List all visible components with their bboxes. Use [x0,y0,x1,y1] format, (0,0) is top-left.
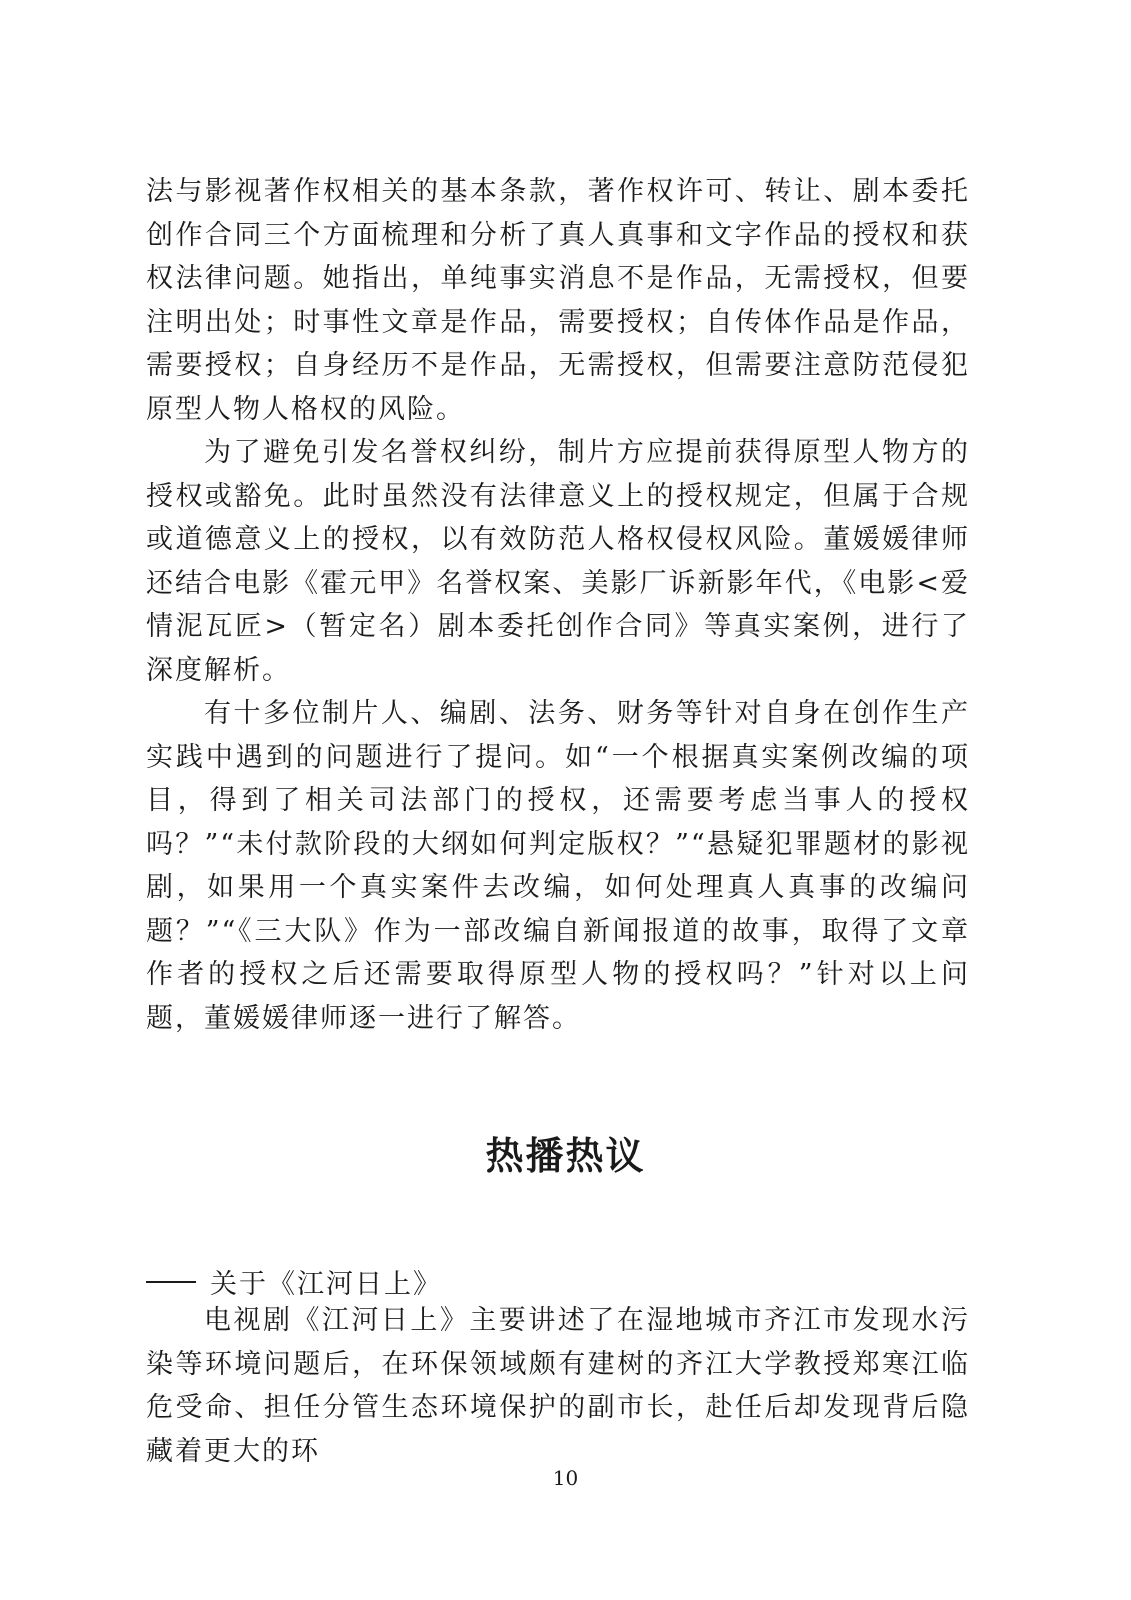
continued-text-block [146,170,970,1040]
section-subheading [146,1262,442,1301]
paragraph-authorization: 为了避免引发名誉权纠纷，制片方应提前获得原型人物方的授权或豁免。此时虽然没有法律意义上的授权规定，但属于合规或道德意义上的授权，以有效防范人格权侵权风险。董媛媛律师还结合电影《霍元甲》名誉权案、美影厂诉新影年代，《电影<爱情泥瓦匠>（暂定名）剧本委托创作合同》等真实案例，进行了深度解析。 [146,437,970,686]
paragraph-continued: 法与影视著作权相关的基本条款，著作权许可、转让、剧本委托创作合同三个方面梳理和分析了真人真事和文字作品的授权和获权法律问题。她指出，单纯事实消息不是作品，无需授权，但要注明出处；时事性文章是作品，需要授权；自传体作品是作品，需要授权；自身经历不是作品，无需授权，但需要注意防范侵犯原型人物人格权的风险。 [146,176,970,425]
em-dash-rule [146,1281,196,1283]
page-number: 10 [552,1466,579,1490]
paragraph-drama-intro: 电视剧《江河日上》主要讲述了在湿地城市齐江市发现水污染等环境问题后，在环保领域颇有建树的齐江大学教授郑寒江临危受命、担任分管生态环境保护的副市长，赴任后却发现背后隐藏着更大的环 [146,1305,970,1467]
section-title: 热播热议 [485,1133,646,1178]
subheading-text: 关于《江河日上》 [210,1269,442,1300]
section-text-block [146,1299,970,1473]
paragraph-questions: 有十多位制片人、编剧、法务、财务等针对自身在创作生产实践中遇到的问题进行了提问。如“一个根据真实案例改编的项目，得到了相关司法部门的授权，还需要考虑当事人的授权吗？”“未付款阶段的大纲如何判定版权？”“悬疑犯罪题材的影视剧，如果用一个真实案件去改编，如何处理真人真事的改编问题？”“《三大队》作为一部改编自新闻报道的故事，取得了文章作者的授权之后还需要取得原型人物的授权吗？”针对以上问题，董媛媛律师逐一进行了解答。 [146,698,970,1034]
